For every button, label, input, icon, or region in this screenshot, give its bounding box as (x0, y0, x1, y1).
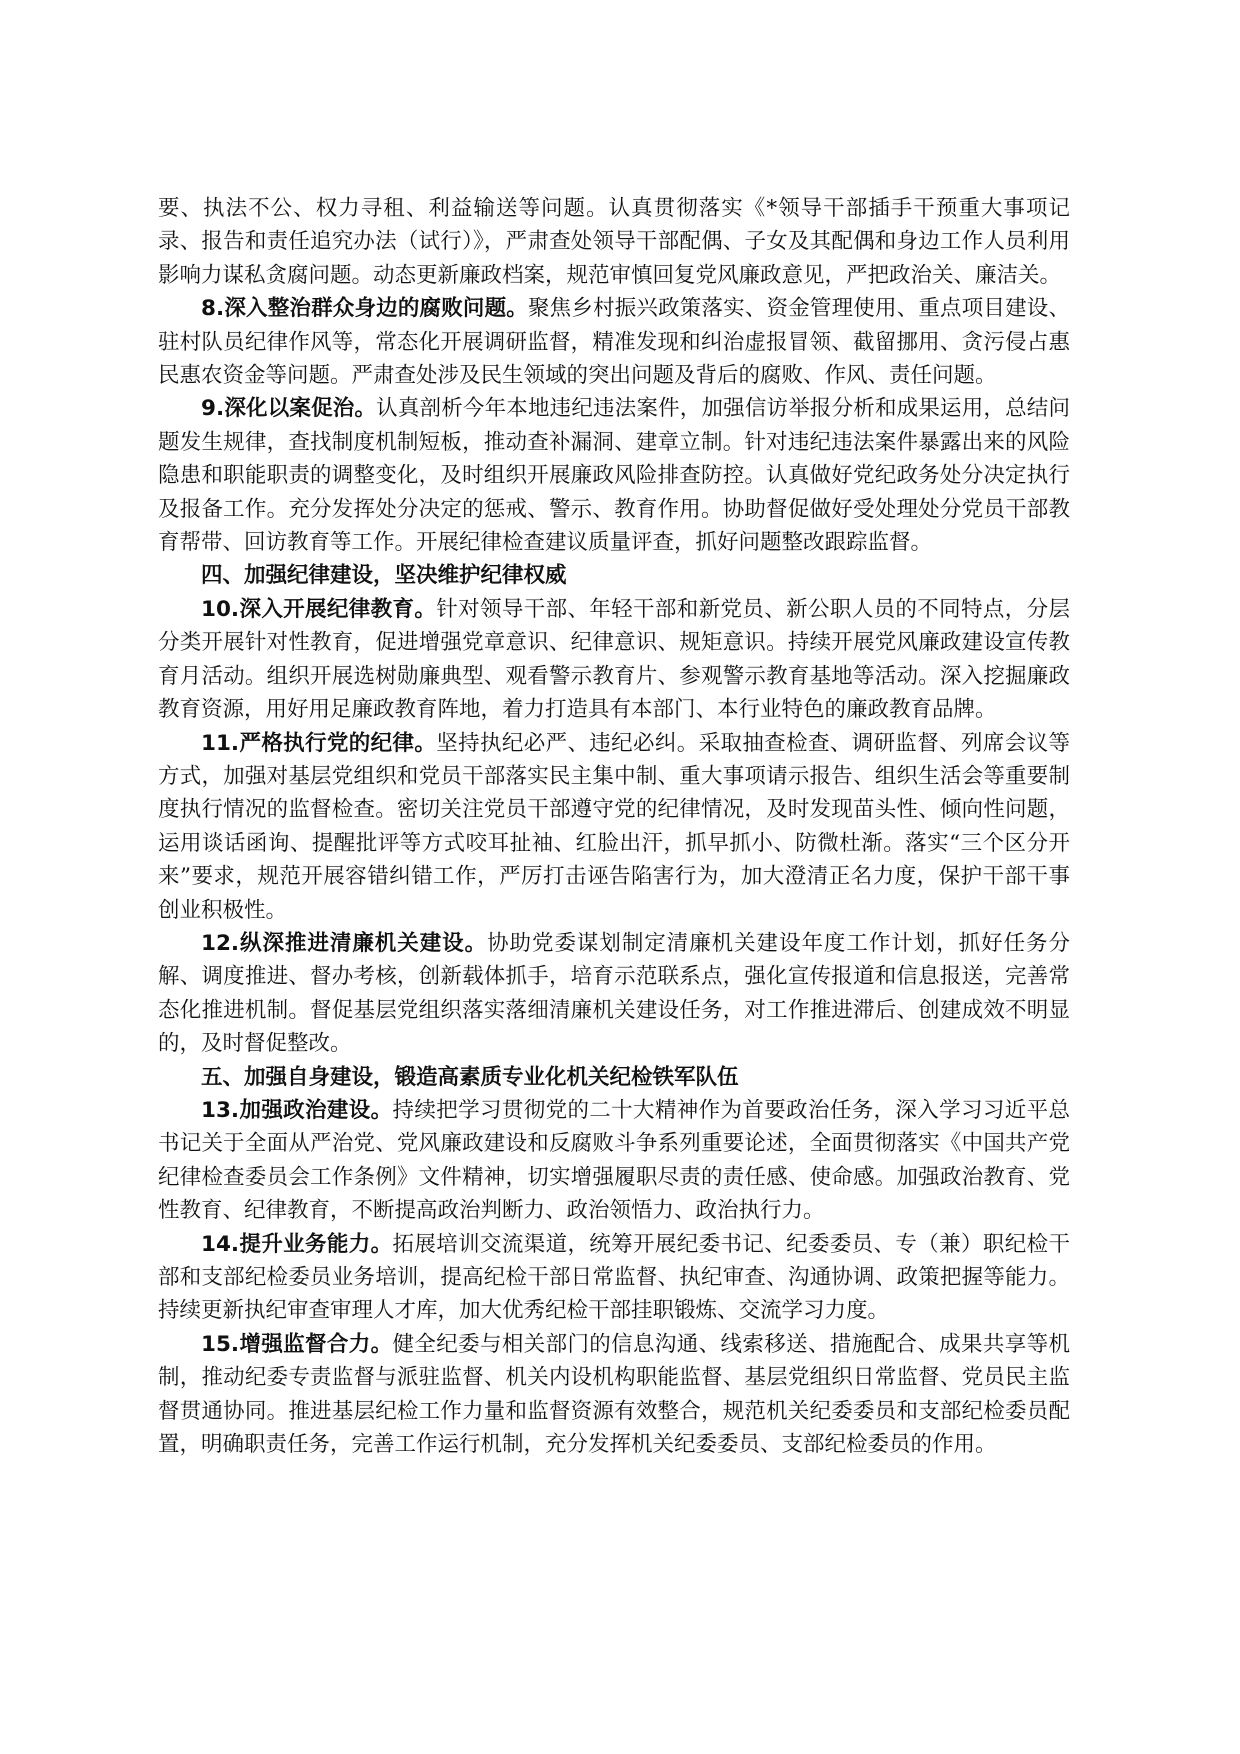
paragraph-text: 要、执法不公、权力寻租、利益输送等问题。认真贯彻落实《*领导干部插手干预重大事项记录、报告和责任追究办法（试行）》，严肃查处领导干部配偶、子女及其配偶和身边工作人员利用影响力谋私贪腐问题。动态更新廉政档案，规范审慎回复党风廉政意见，严把政治关、廉洁关。 (158, 196, 1070, 288)
paragraph-text: 拓展培训交流渠道，统筹开展纪委书记、纪委委员、专（兼）职纪检干部和支部纪检委员业务培训，提高纪检干部日常监督、执纪审查、沟通协调、政策把握等能力。持续更新执纪审查审理人才库，加大优秀纪检干部挂职锻炼、交流学习力度。 (158, 1231, 1070, 1324)
paragraph-text: 针对领导干部、年轻干部和新党员、新公职人员的不同特点，分层分类开展针对性教育，促进增强党章意识、纪律意识、规矩意识。持续开展党风廉政建设宣传教育月活动。组织开展选树勋廉典型、观看警示教育片、参观警示教育基地等活动。深入挖掘廉政教育资源，用好用足廉政教育阵地，着力打造具有本部门、本行业特色的廉政教育品牌。 (158, 596, 1070, 723)
paragraph-lead: 11.严格执行党的纪律。 (201, 730, 437, 756)
paragraph-lead: 14.提升业务能力。 (201, 1231, 393, 1257)
paragraph-text: 持续把学习贯彻党的二十大精神作为首要政治任务，深入学习习近平总书记关于全面从严治党、党风廉政建设和反腐败斗争系列重要论述，全面贯彻落实《中国共产党纪律检查委员会工作条例》文件精神，切实增强履职尽责的责任感、使命感。加强政治教育、党性教育、纪律教育，不断提高政治判断力、政治领悟力、政治执行力。 (158, 1097, 1070, 1224)
paragraph-lead: 12.纵深推进清廉机关建设。 (201, 930, 488, 956)
paragraph-text: 坚持执纪必严、违纪必纠。采取抽查检查、调研监督、列席会议等方式，加强对基层党组织和党员干部落实民主集中制、重大事项请示报告、组织生活会等重要制度执行情况的监督检查。密切关注党员干部遵守党的纪律情况，及时发现苗头性、倾向性问题，运用谈话函询、提醒批评等方式咬耳扯袖、红脸出汗，抓早抓小、防微杜渐。落实“三个区分开来”要求，规范开展容错纠错工作，严厉打击诬告陷害行为，加大澄清正名力度，保护干部干事创业积极性。 (158, 730, 1070, 923)
paragraph-lead: 10.深入开展纪律教育。 (201, 596, 437, 622)
paragraph-text: 协助党委谋划制定清廉机关建设年度工作计划，抓好任务分解、调度推进、督办考核，创新载体抓手，培育示范联系点，强化宣传报道和信息报送，完善常态化推进机制。督促基层党组织落实落细清廉机关建设任务，对工作推进滞后、创建成效不明显的，及时督促整改。 (158, 930, 1070, 1057)
paragraph-continuation (158, 192, 1070, 292)
paragraph-text: 聚焦乡村振兴政策落实、资金管理使用、重点项目建设、驻村队员纪律作风等，常态化开展调研监督，精准发现和纠治虚报冒领、截留挪用、贪污侵占惠民惠农资金等问题。严肃查处涉及民生领域的突出问题及背后的腐败、作风、责任问题。 (158, 296, 1070, 389)
paragraph-lead: 8.深入整治群众身边的腐败问题。 (201, 296, 528, 322)
paragraph-item-15 (158, 1328, 1070, 1462)
paragraph-lead: 13.加强政治建设。 (201, 1097, 393, 1123)
section-heading-4: 四、加强纪律建设，坚决维护纪律权威 (201, 563, 567, 589)
paragraph-item-8 (158, 292, 1070, 392)
paragraph-lead: 15.增强监督合力。 (201, 1331, 393, 1357)
paragraph-lead: 9.深化以案促治。 (201, 396, 377, 422)
paragraph-item-9 (158, 392, 1070, 559)
document-page (158, 192, 1070, 1461)
paragraph-item-11 (158, 727, 1070, 927)
paragraph-item-12 (158, 927, 1070, 1061)
paragraph-text: 健全纪委与相关部门的信息沟通、线索移送、措施配合、成果共享等机制，推动纪委专责监督与派驻监督、机关内设机构职能监督、基层党组织日常监督、党员民主监督贯通协同。推进基层纪检工作力量和监督资源有效整合，规范机关纪委委员和支部纪检委员配置，明确职责任务，完善工作运行机制，充分发挥机关纪委委员、支部纪检委员的作用。 (158, 1331, 1070, 1458)
section-heading-5: 五、加强自身建设，锻造高素质专业化机关纪检铁军队伍 (201, 1064, 739, 1090)
paragraph-text: 认真剖析今年本地违纪违法案件，加强信访举报分析和成果运用，总结问题发生规律，查找制度机制短板，推动查补漏洞、建章立制。针对违纪违法案件暴露出来的风险隐患和职能职责的调整变化，及时组织开展廉政风险排查防控。认真做好党纪政务处分决定执行及报备工作。充分发挥处分决定的惩戒、警示、教育作用。协助督促做好受处理处分党员干部教育帮带、回访教育等工作。开展纪律检查建议质量评查，抓好问题整改跟踪监督。 (158, 396, 1070, 556)
paragraph-item-14 (158, 1228, 1070, 1328)
paragraph-item-13 (158, 1094, 1070, 1228)
paragraph-item-10 (158, 593, 1070, 727)
